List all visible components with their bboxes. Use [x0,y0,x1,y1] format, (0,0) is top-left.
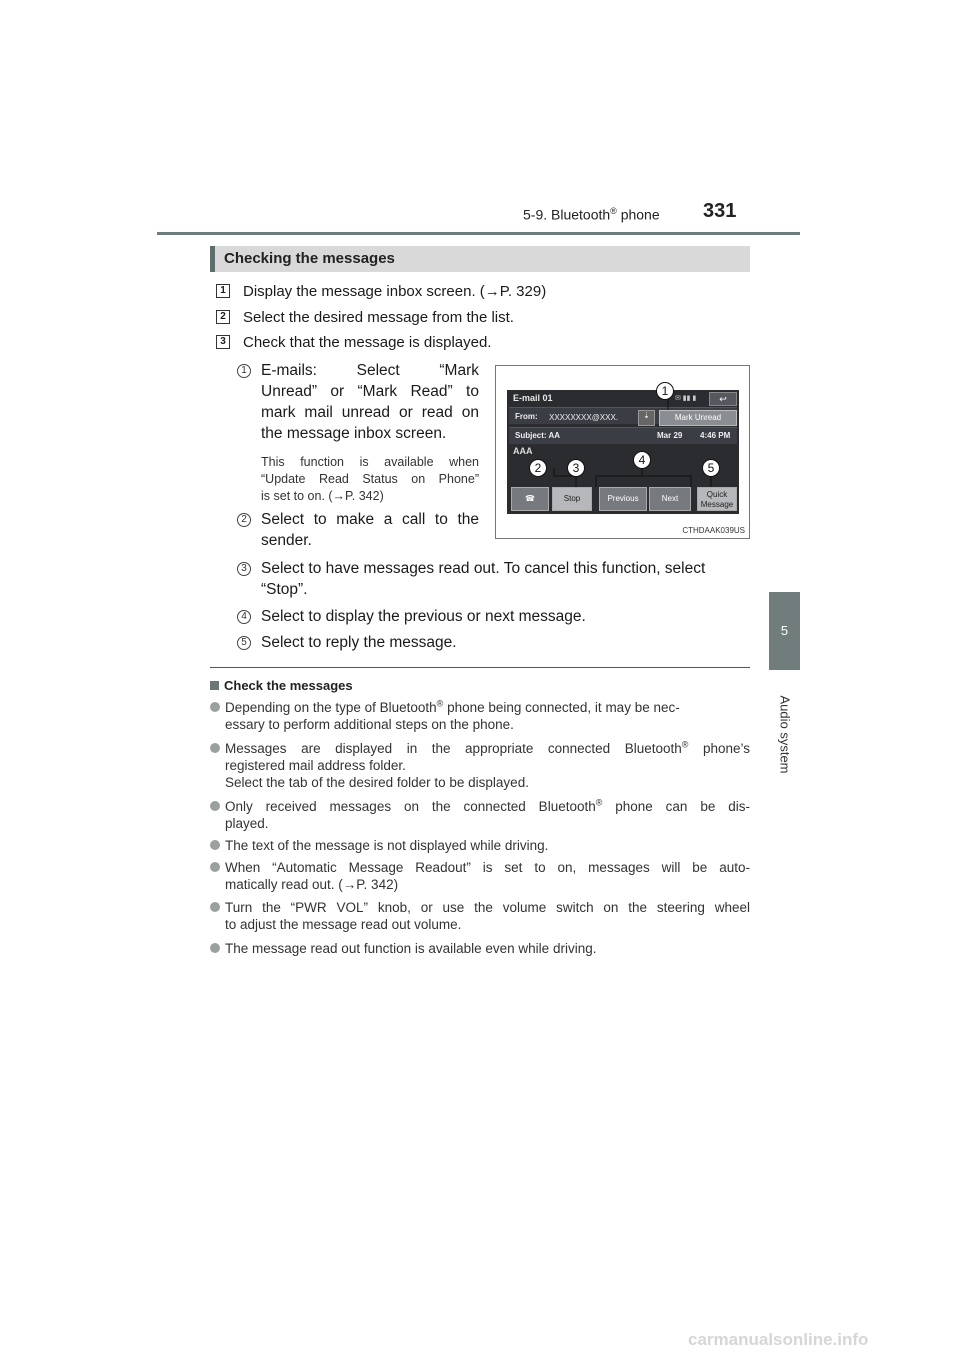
chapter-label [775,672,795,802]
step-number: 1 [216,284,230,298]
check-bullet-4 [225,837,750,854]
callout-lines [496,366,751,540]
chapter-tab: 5 [769,592,800,670]
screen-title: E-mail 01 [513,393,553,403]
item-line: Unread” or “Mark Read” to [261,383,479,400]
item-5-text [261,632,751,653]
item-number: 2 [237,513,251,527]
header-rule [157,232,800,235]
callout-5: 5 [702,459,720,477]
section-title: Checking the messages [210,246,750,272]
item-number: 4 [237,610,251,624]
item-1-text [261,360,479,444]
square-bullet-icon [210,681,219,690]
check-bullet-2 [225,740,750,791]
bullet-text: Only received messages on the connected Bluetooth [225,799,596,814]
callout-4: 4 [633,451,651,469]
from-label: From: [515,412,538,421]
mark-unread-button: Mark Unread [659,410,737,426]
bullet-icon [210,840,220,850]
check-bullet-7 [225,940,750,957]
message-time: 4:46 PM [700,431,731,440]
step-text: Select the desired message from the list. [243,309,514,326]
item-1-note [261,454,479,505]
bullet-icon [210,801,220,811]
bullet-text: Depending on the type of Bluetooth [225,700,437,715]
item-line: E-mails: Select “Mark [261,362,479,379]
callout-1: 1 [656,382,674,400]
item-line: “Stop”. [261,581,308,598]
note-line: “Update Read Status on Phone” [261,472,479,486]
bullet-text: The message read out function is available even while driving. [225,941,597,956]
item-line: Select to have messages read out. To cancel this function, select [261,560,706,577]
step-text: Check that the message is displayed. [243,334,492,351]
message-date: Mar 29 [657,431,683,440]
item-2-text [261,509,479,551]
bullet-text: phone being connected, it may be nec- [443,700,680,715]
step-number: 2 [216,310,230,324]
bullet-text: Messages are displayed in the appropriate connected Bluetooth [225,741,682,756]
callout-2: 2 [529,459,547,477]
bullet-text: When “Automatic Message Readout” is set to on, messages will be auto- [225,860,750,875]
call-sender-icon: ☎ [511,487,549,511]
item-4-text [261,606,751,627]
item-line: Select to make a call to the [261,511,479,528]
bullet-text: Select the tab of the desired folder to be displayed. [225,775,529,790]
step-text: Display the message inbox screen. (→P. 329) [243,283,547,300]
section-header-text: 5-9. Bluetooth [523,206,611,223]
bullet-icon [210,943,220,953]
item-line: sender. [261,532,312,549]
bullet-icon [210,702,220,712]
next-button: Next [649,487,691,511]
check-bullet-1 [225,699,750,733]
bullet-text: registered mail address folder. [225,758,406,773]
page-number: 331 [703,200,737,222]
stop-button: Stop [552,487,592,511]
registered-mark: ® [436,698,444,709]
bullet-text: The text of the message is not displayed while driving. [225,838,549,853]
step-number: 3 [216,335,230,349]
bullet-text: essary to perform additional steps on the phone. [225,717,514,732]
item-number: 5 [237,636,251,650]
from-value: XXXXXXXX@XXX. [549,413,619,422]
screen-figure [495,365,750,539]
check-bullet-5 [225,859,750,893]
bullet-icon [210,743,220,753]
download-icon: ⇣ [638,410,655,426]
section-header-suffix: phone [616,206,660,223]
message-body: AAA [513,446,533,456]
figure-code: CTHDAAK039US [682,526,745,535]
bullet-text: matically read out. (→P. 342) [225,877,399,892]
section-divider [210,667,750,668]
note-line: is set to on. (→P. 342) [261,489,384,503]
status-icons: ✉ ▮▮ ▮ [675,395,697,402]
bullet-text: phone’s [688,741,751,756]
section-header [523,206,660,223]
item-number: 1 [237,364,251,378]
check-heading-text: Check the messages [224,678,353,693]
item-number: 3 [237,562,251,576]
check-bullet-3 [225,798,750,832]
bullet-text: to adjust the message read out volume. [225,917,462,932]
bullet-icon [210,862,220,872]
check-heading [210,678,353,693]
note-line: This function is available when [261,455,479,469]
subject-label: Subject: AA [515,431,561,440]
item-line: the message inbox screen. [261,425,447,442]
item-line: mark mail unread or read on [261,404,479,421]
registered-mark: ® [595,797,603,808]
bullet-text: Turn the “PWR VOL” knob, or use the volume switch on the steering wheel [225,900,750,915]
back-icon: ↩ [709,392,737,406]
registered-mark: ® [681,739,689,750]
chapter-label-text: Audio system [777,695,793,774]
bullet-icon [210,902,220,912]
check-bullet-6 [225,899,750,933]
quick-label: Quick [706,490,728,499]
item-line: Select to reply the message. [261,634,457,651]
item-3-text [261,558,751,600]
previous-button: Previous [599,487,647,511]
registered-mark: ® [610,206,617,216]
message-label: Message [700,500,734,509]
bullet-text: played. [225,816,269,831]
callout-3: 3 [567,459,585,477]
bullet-text: phone can be dis- [602,799,750,814]
item-line: Select to display the previous or next message. [261,608,586,625]
watermark: carmanualsonline.info [688,1330,869,1349]
